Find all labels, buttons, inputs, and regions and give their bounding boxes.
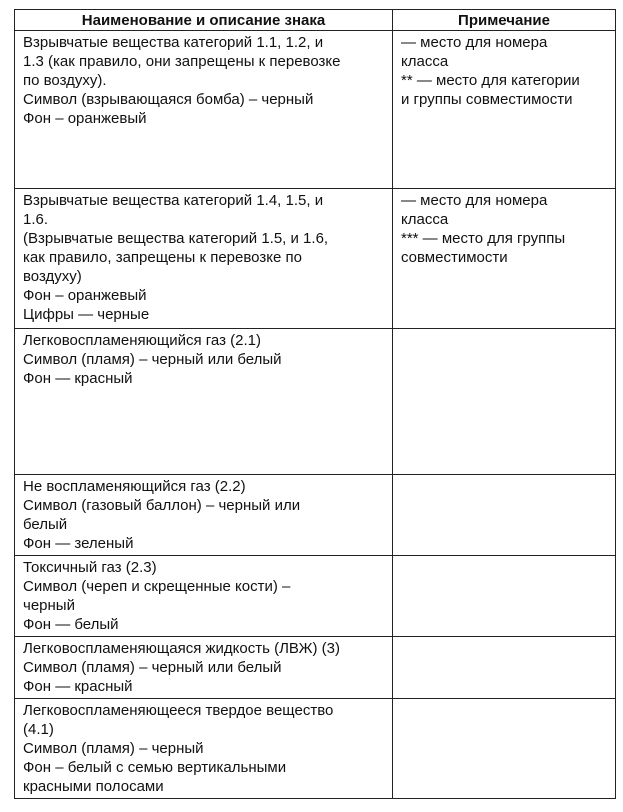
table-row xyxy=(15,637,616,699)
cell-line: класса xyxy=(401,53,449,70)
cell-line: Символ (газовый баллон) – черный или xyxy=(23,497,301,514)
cell-line: 1.3 (как правило, они запрещены к перевозке xyxy=(23,53,341,70)
cell-line: Фон – оранжевый xyxy=(23,110,147,127)
cell-line: Не воспламеняющийся газ (2.2) xyxy=(23,478,246,495)
name-cell xyxy=(15,475,393,556)
cell-line: Символ (пламя) – черный или белый xyxy=(23,659,282,676)
note-cell xyxy=(393,637,616,699)
cell-line: Фон — белый xyxy=(23,616,119,633)
name-cell xyxy=(15,556,393,637)
table-row xyxy=(15,556,616,637)
cell-line: — место для номера xyxy=(401,34,548,51)
header-name: Наименование и описание знака xyxy=(15,10,393,31)
table-row xyxy=(15,699,616,799)
cell-line: совместимости xyxy=(401,249,508,266)
name-cell xyxy=(15,637,393,699)
cell-line: ** — место для категории xyxy=(401,72,580,89)
cell-line: по воздуху). xyxy=(23,72,107,89)
cell-line: *** — место для группы xyxy=(401,230,566,247)
cell-line: Фон — красный xyxy=(23,678,133,695)
cell-line: Фон – оранжевый xyxy=(23,287,147,304)
cell-line: Взрывчатые вещества категорий 1.4, 1.5, и xyxy=(23,192,324,209)
name-cell xyxy=(15,31,393,189)
cell-line: Фон — красный xyxy=(23,370,133,387)
cell-line: черный xyxy=(23,597,75,614)
cell-line: Символ (пламя) – черный xyxy=(23,740,204,757)
cell-line: Фон – белый с семью вертикальными xyxy=(23,759,287,776)
name-cell xyxy=(15,189,393,329)
table-row xyxy=(15,189,616,329)
cell-line: Цифры — черные xyxy=(23,306,150,323)
note-cell xyxy=(393,475,616,556)
table-row xyxy=(15,475,616,556)
cell-line: Легковоспламеняющийся газ (2.1) xyxy=(23,332,261,349)
note-cell xyxy=(393,189,616,329)
cell-line: воздуху) xyxy=(23,268,82,285)
name-cell xyxy=(15,329,393,475)
note-cell xyxy=(393,329,616,475)
cell-line: красными полосами xyxy=(23,778,164,795)
name-cell xyxy=(15,699,393,799)
table-row xyxy=(15,329,616,475)
cell-line: Символ (череп и скрещенные кости) – xyxy=(23,578,291,595)
table-header-row xyxy=(15,10,616,31)
cell-line: Фон — зеленый xyxy=(23,535,134,552)
cell-line: Символ (пламя) – черный или белый xyxy=(23,351,282,368)
cell-line: 1.6. xyxy=(23,211,49,228)
header-note: Примечание xyxy=(393,10,616,31)
cell-line: Токсичный газ (2.3) xyxy=(23,559,157,576)
cell-line: Легковоспламеняющаяся жидкость (ЛВЖ) (3) xyxy=(23,640,340,657)
note-cell xyxy=(393,556,616,637)
cell-line: класса xyxy=(401,211,449,228)
cell-line: Взрывчатые вещества категорий 1.1, 1.2, и xyxy=(23,34,324,51)
cell-line: как правило, запрещены к перевозке по xyxy=(23,249,302,266)
cell-line: (4.1) xyxy=(23,721,54,738)
note-cell xyxy=(393,31,616,189)
cell-line: белый xyxy=(23,516,68,533)
cell-line: (Взрывчатые вещества категорий 1.5, и 1.6, xyxy=(23,230,329,247)
cell-line: — место для номера xyxy=(401,192,548,209)
note-cell xyxy=(393,699,616,799)
cell-line: и группы совместимости xyxy=(401,91,573,108)
cell-line: Легковоспламеняющееся твердое вещество xyxy=(23,702,334,719)
cell-line: Символ (взрывающаяся бомба) – черный xyxy=(23,91,314,108)
hazard-signs-table xyxy=(14,9,616,799)
table-row xyxy=(15,31,616,189)
